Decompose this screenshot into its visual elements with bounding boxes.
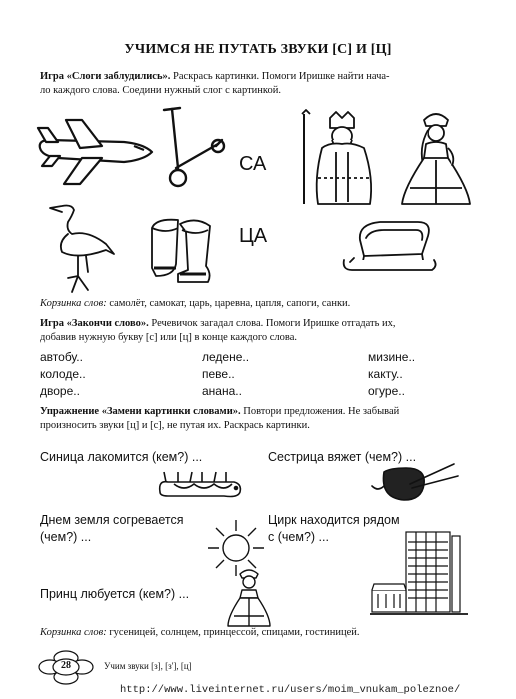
game1-instruction — [40, 70, 480, 98]
sentence-4a: Цирк находится рядом — [268, 513, 400, 527]
scooter-icon — [160, 104, 226, 194]
game1-name: Игра «Слоги заблудились». — [40, 71, 171, 82]
word-cell: мизине.. — [368, 350, 416, 364]
footer-caption: Учим звуки [з], [з'], [ц] — [104, 661, 192, 671]
game2-instruction-line2: добавив нужную букву [с] или [ц] в конце каждого слова. — [40, 332, 298, 343]
sentence-2: Сестрица вяжет (чем?) ... — [268, 450, 417, 464]
game2-name: Игра «Закончи слово». — [40, 318, 149, 329]
game1-instruction-line1: Раскрась картинки. Помоги Иришке найти нача- — [173, 71, 390, 82]
sentence-5: Принц любуется (кем?) ... — [40, 587, 190, 601]
exercise-instruction-line2: произносить звуки [ц] и [с], не путая их. Раскрась картинки. — [40, 420, 310, 431]
page-title: УЧИМСЯ НЕ ПУТАТЬ ЗВУКИ [С] И [Ц] — [124, 42, 392, 57]
word-cell: ледене.. — [202, 350, 250, 364]
game2-instruction — [40, 317, 500, 345]
boots-icon — [148, 216, 214, 290]
tsarevna-icon — [396, 108, 476, 208]
game1-instruction-line2: ло каждого слова. Соедини нужный слог с картинкой. — [40, 85, 281, 96]
exercise-instruction — [40, 405, 500, 433]
exercise-basket — [40, 626, 500, 640]
word-cell: какту.. — [368, 367, 403, 381]
basket-label: Корзинка слов: — [40, 627, 107, 638]
footer-url[interactable]: http://www.liveinternet.ru/users/moim_vnukam_poleznoe/ — [120, 684, 461, 696]
caterpillar-icon — [154, 470, 244, 500]
basket-words: гусеницей, солнцем, принцессой, спицами, гостиницей. — [109, 627, 360, 638]
hotel-icon — [370, 528, 470, 618]
word-cell: колоде.. — [40, 367, 86, 381]
sentence-4b: с (чем?) ... — [268, 530, 329, 544]
heron-icon — [48, 200, 118, 296]
sentence-3b: (чем?) ... — [40, 530, 92, 544]
syllable-sa: СА — [239, 153, 267, 175]
sled-icon — [340, 216, 438, 280]
exercise-name: Упражнение «Замени картинки словами». — [40, 406, 241, 417]
word-cell: автобу.. — [40, 350, 83, 364]
game2-instruction-line1: Речевичок загадал слова. Помоги Иришке отгадать их, — [151, 318, 396, 329]
basket-words: самолёт, самокат, царь, царевна, цапля, сапоги, санки. — [109, 298, 351, 309]
exercise-instruction-line1: Повтори предложения. Не забывай — [243, 406, 400, 417]
page-number: 28 — [61, 660, 71, 671]
knitting-icon — [370, 462, 460, 504]
word-cell: огуре.. — [368, 384, 405, 398]
sentence-1: Синица лакомится (кем?) ... — [40, 450, 203, 464]
tsar-icon — [296, 108, 382, 208]
sentence-3a: Днем земля согревается — [40, 513, 184, 527]
princess-icon — [224, 566, 274, 628]
word-cell: анана.. — [202, 384, 242, 398]
syllable-tsa: ЦА — [239, 225, 268, 247]
word-cell: дворе.. — [40, 384, 80, 398]
airplane-icon — [36, 118, 156, 188]
basket-label: Корзинка слов: — [40, 298, 107, 309]
word-cell: певе.. — [202, 367, 235, 381]
game1-basket — [40, 297, 500, 311]
